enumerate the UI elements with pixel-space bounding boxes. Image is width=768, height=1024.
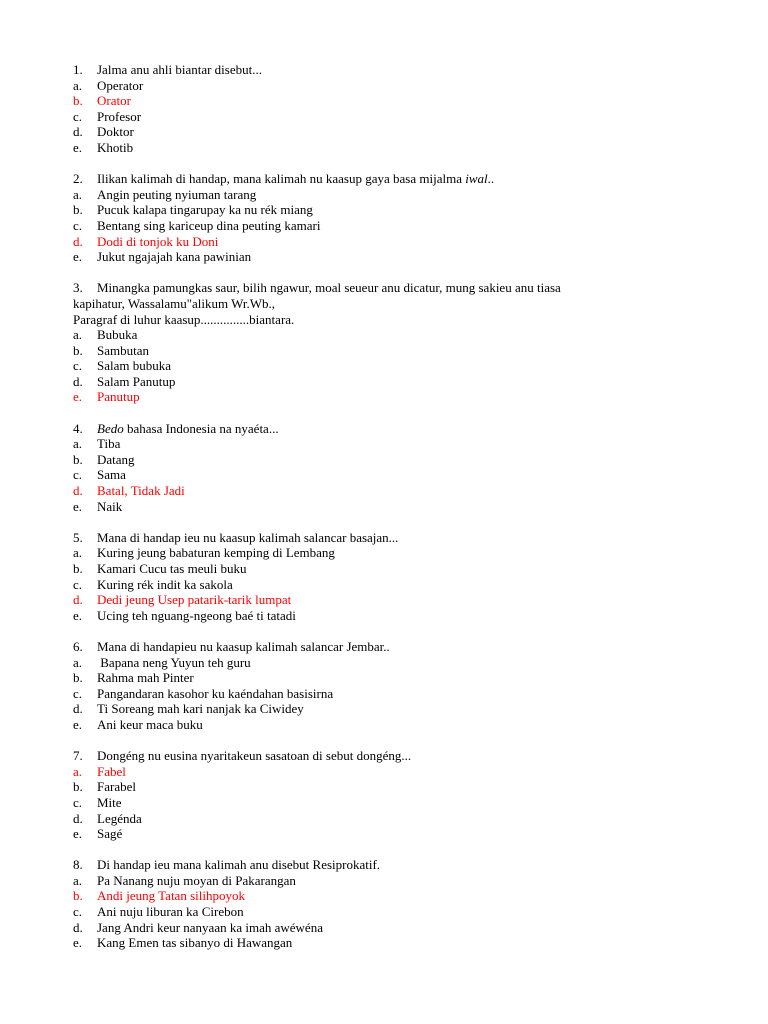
option-a xyxy=(73,655,693,671)
option-letter: e. xyxy=(73,826,83,842)
option-text: Tiba xyxy=(97,436,121,452)
option-b xyxy=(73,452,693,468)
option-letter: b. xyxy=(73,561,83,576)
option-text: Ani keur maca buku xyxy=(97,716,203,732)
option-d-correct-answer xyxy=(73,483,693,499)
option-text: Kuring jeung babaturan kemping di Lembang xyxy=(97,545,335,561)
option-letter: b. xyxy=(73,779,83,795)
option-text: Naik xyxy=(97,498,123,514)
option-text: Kuring rék indit ka sakola xyxy=(97,576,233,592)
option-letter: c. xyxy=(73,794,83,810)
option-letter: d. xyxy=(73,124,83,140)
question-text-main: Ilikan kalimah di handap, mana kalimah nu kaasup gaya basa mijalma xyxy=(97,171,466,187)
question-number: 6. xyxy=(73,638,83,654)
question-number: 8. xyxy=(73,857,83,873)
option-text: Dodi di tonjok ku Doni xyxy=(97,233,219,249)
option-letter: c. xyxy=(73,467,83,483)
question-7 xyxy=(73,748,693,842)
question-text: Di handap ieu mana kalimah anu disebut Resiprokatif. xyxy=(97,857,381,873)
option-b-correct-answer xyxy=(73,93,693,109)
option-text: Ani nuju liburan ka Cirebon xyxy=(97,904,244,920)
question-6 xyxy=(73,639,693,733)
option-b xyxy=(73,202,693,218)
option-c xyxy=(73,686,693,702)
option-text: Legénda xyxy=(97,810,142,826)
option-letter: d. xyxy=(73,919,83,935)
option-letter: c. xyxy=(73,358,83,374)
option-letter: c. xyxy=(73,217,83,233)
option-e xyxy=(73,249,693,265)
option-letter: b. xyxy=(73,202,83,218)
option-c xyxy=(73,358,693,374)
option-letter: d. xyxy=(73,810,83,826)
option-d xyxy=(73,374,693,390)
option-text: Farabel xyxy=(97,779,136,795)
option-text: Khotib xyxy=(97,139,134,155)
option-text: Operator xyxy=(97,77,144,93)
option-text: Doktor xyxy=(97,124,134,140)
option-c xyxy=(73,109,693,125)
option-text: Jukut ngajajah kana pawinian xyxy=(97,249,252,265)
option-letter: a. xyxy=(73,436,83,452)
option-e-correct-answer xyxy=(73,389,693,405)
question-3 xyxy=(73,280,693,405)
option-letter: b. xyxy=(73,888,83,904)
option-letter: b. xyxy=(73,93,83,109)
question-4 xyxy=(73,421,693,515)
option-d xyxy=(73,124,693,140)
question-number: 3. xyxy=(73,280,83,296)
option-letter: a. xyxy=(73,327,83,343)
option-a xyxy=(73,545,693,561)
option-text: Salam bubuka xyxy=(97,358,172,374)
option-letter: b. xyxy=(73,342,83,358)
option-c xyxy=(73,577,693,593)
option-d-correct-answer xyxy=(73,592,693,608)
option-letter: a. xyxy=(73,186,83,202)
option-d xyxy=(73,701,693,717)
question-5-stem xyxy=(73,530,693,546)
question-8-stem xyxy=(73,857,693,873)
option-text: Jang Andri keur nanyaan ka imah awéwéna xyxy=(97,919,323,935)
option-a xyxy=(73,873,693,889)
question-text xyxy=(97,171,494,187)
option-letter: a. xyxy=(73,872,83,888)
option-letter: c. xyxy=(73,904,83,920)
option-c xyxy=(73,904,693,920)
option-letter: e. xyxy=(73,389,83,405)
question-4-stem xyxy=(73,421,693,437)
option-a xyxy=(73,327,693,343)
option-e xyxy=(73,608,693,624)
option-text: Sama xyxy=(97,467,126,483)
option-text: Orator xyxy=(97,93,131,109)
option-text: Pangandaran kasohor ku kaéndahan basisirna xyxy=(97,685,334,701)
option-e xyxy=(73,826,693,842)
option-text: Sagé xyxy=(97,826,123,842)
option-a xyxy=(73,78,693,94)
option-b xyxy=(73,343,693,359)
option-c xyxy=(73,467,693,483)
option-c xyxy=(73,795,693,811)
question-2 xyxy=(73,171,693,265)
question-3-stem-line-1 xyxy=(73,280,693,296)
option-b xyxy=(73,670,693,686)
option-letter: e. xyxy=(73,498,83,514)
question-prompt: Paragraf di luhur kaasup...............biantara. xyxy=(73,311,295,327)
option-text: Bubuka xyxy=(97,327,138,343)
option-text: Bentang sing kariceup dina peuting kamari xyxy=(97,217,321,233)
question-text-end: .. xyxy=(487,171,495,187)
question-text: Dongéng nu eusina nyaritakeun sasatoan di sebut dongéng... xyxy=(97,748,412,764)
question-text: Mana di handap ieu nu kaasup kalimah salancar basajan... xyxy=(97,529,399,545)
option-letter: b. xyxy=(73,670,83,686)
question-6-stem xyxy=(73,639,693,655)
question-text-italic: Bedo xyxy=(97,420,124,436)
option-letter: a. xyxy=(73,77,83,93)
option-letter: a. xyxy=(73,763,83,779)
option-letter: c. xyxy=(73,576,83,592)
question-text: Mana di handapieu nu kaasup kalimah salancar Jembar.. xyxy=(97,638,390,654)
option-d xyxy=(73,920,693,936)
question-text: Minangka pamungkas saur, bilih ngawur, moal seueur anu dicatur, mung sakieu anu tiasa xyxy=(97,280,561,296)
option-b-correct-answer xyxy=(73,888,693,904)
quiz-content xyxy=(73,62,693,966)
option-e xyxy=(73,717,693,733)
option-letter: e. xyxy=(73,716,83,732)
option-text: Datang xyxy=(97,451,135,467)
question-number: 4. xyxy=(73,420,83,436)
question-2-stem xyxy=(73,171,693,187)
option-a xyxy=(73,436,693,452)
option-letter: d. xyxy=(73,701,83,717)
option-letter: e. xyxy=(73,935,83,951)
option-letter: d. xyxy=(73,483,83,499)
option-text: Andi jeung Tatan silihpoyok xyxy=(97,888,245,904)
option-c xyxy=(73,218,693,234)
option-letter: d. xyxy=(73,233,83,249)
option-d xyxy=(73,811,693,827)
option-text: Rahma mah Pinter xyxy=(97,670,194,686)
option-letter: a. xyxy=(73,545,83,561)
question-3-stem-line-3 xyxy=(73,312,693,328)
option-b xyxy=(73,561,693,577)
option-letter: e. xyxy=(73,249,83,265)
option-a-correct-answer xyxy=(73,764,693,780)
option-letter: d. xyxy=(73,373,83,389)
option-text: Kang Emen tas sibanyo di Hawangan xyxy=(97,935,293,951)
option-e xyxy=(73,935,693,951)
option-text: Ucing teh nguang-ngeong baé ti tatadi xyxy=(97,607,296,623)
option-e xyxy=(73,140,693,156)
option-text: Sambutan xyxy=(97,342,149,358)
question-8 xyxy=(73,857,693,951)
option-letter: b. xyxy=(73,451,83,467)
option-text: Fabel xyxy=(97,763,126,779)
option-b xyxy=(73,779,693,795)
question-1 xyxy=(73,62,693,156)
question-number: 7. xyxy=(73,748,83,764)
option-text: Kamari Cucu tas meuli buku xyxy=(97,561,247,576)
option-text: Panutup xyxy=(97,389,140,405)
option-text: Mite xyxy=(97,794,122,810)
option-text: Salam Panutup xyxy=(97,373,176,389)
option-letter: a. xyxy=(73,654,83,670)
option-letter: d. xyxy=(73,592,83,608)
option-text: Profesor xyxy=(97,108,142,124)
option-text: Bapana neng Yuyun teh guru xyxy=(97,654,251,670)
option-letter: e. xyxy=(73,139,83,155)
option-d-correct-answer xyxy=(73,234,693,250)
option-text: Ti Soreang mah kari nanjak ka Ciwidey xyxy=(97,701,304,717)
option-a xyxy=(73,187,693,203)
question-number: 2. xyxy=(73,171,83,187)
option-text: Batal, Tidak Jadi xyxy=(97,483,185,499)
question-text: Jalma anu ahli biantar disebut... xyxy=(97,62,262,77)
question-7-stem xyxy=(73,748,693,764)
option-text: Dedi jeung Usep patarik-tarik lumpat xyxy=(97,592,292,608)
question-5 xyxy=(73,530,693,624)
option-letter: c. xyxy=(73,685,83,701)
option-letter: e. xyxy=(73,607,83,623)
option-text: Angin peuting nyiuman tarang xyxy=(97,186,257,202)
question-3-stem-line-2 xyxy=(73,296,693,312)
option-e xyxy=(73,499,693,515)
question-1-stem xyxy=(73,62,693,78)
option-letter: c. xyxy=(73,108,83,124)
question-text-continued: kapihatur, Wassalamu"alikum Wr.Wb., xyxy=(73,295,276,311)
question-number: 1. xyxy=(73,62,83,77)
question-text-italic: iwal xyxy=(465,171,488,187)
option-text: Pucuk kalapa tingarupay ka nu rék miang xyxy=(97,202,313,218)
question-text-main: bahasa Indonesia na nyaéta... xyxy=(123,420,279,436)
question-number: 5. xyxy=(73,529,83,545)
question-text xyxy=(97,421,279,437)
option-text: Pa Nanang nuju moyan di Pakarangan xyxy=(97,872,296,888)
